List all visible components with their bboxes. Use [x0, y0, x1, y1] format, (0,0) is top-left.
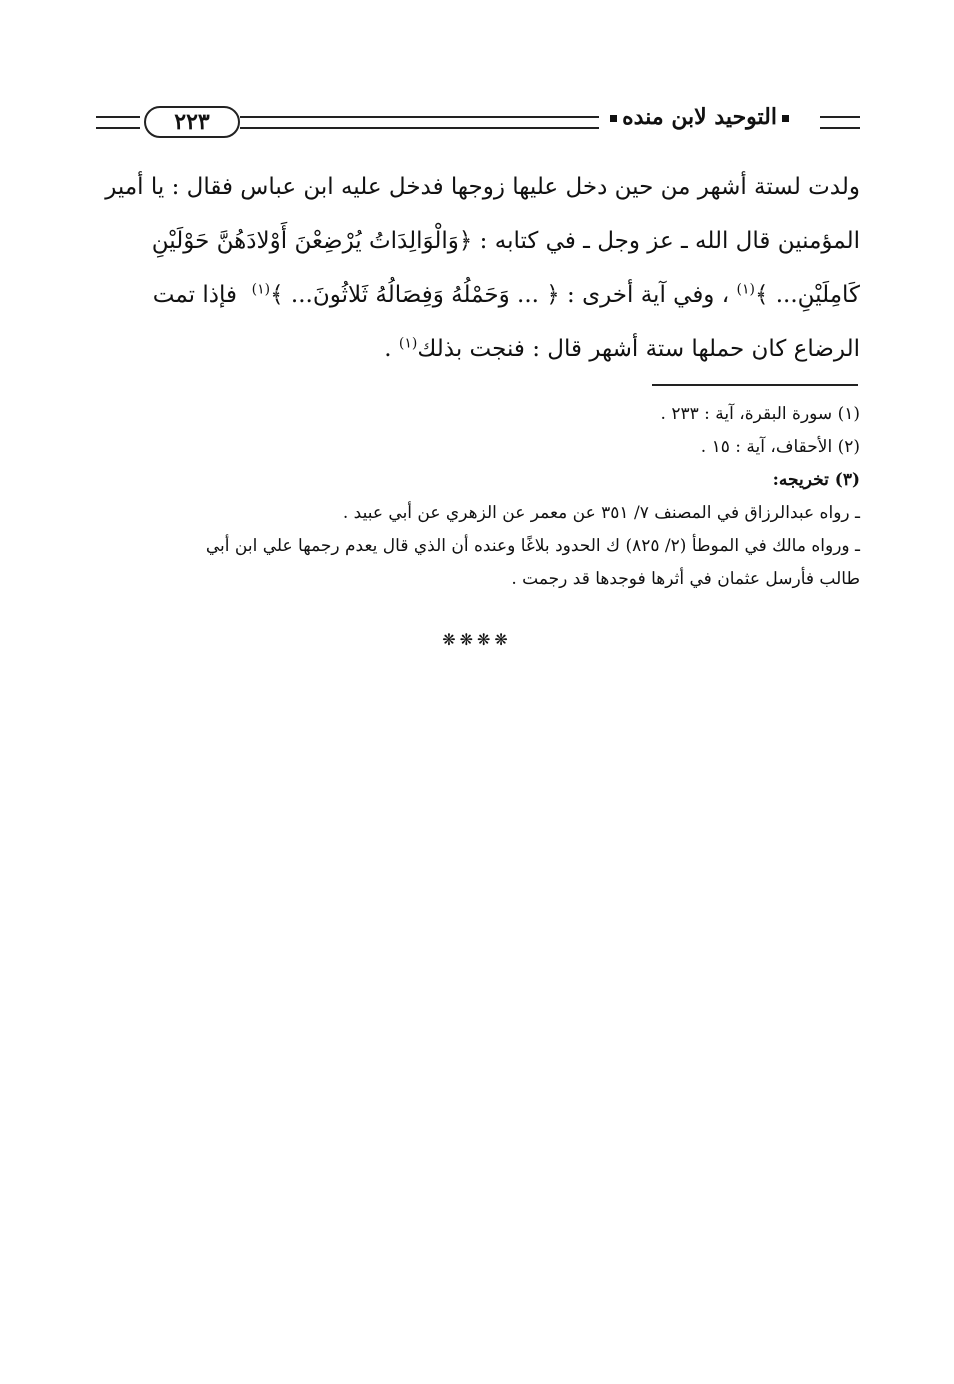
page-header: [96, 104, 860, 140]
footnote-separator-rule: [652, 384, 858, 386]
running-title: [599, 104, 800, 130]
body-segment: فإذا تمت: [152, 282, 237, 308]
body-line-1: ولدت لستة أشهر من حين دخل عليها زوجها فدخل عليه ابن عباس فقال : يا أمير: [105, 174, 860, 200]
body-line-4: [96, 322, 860, 376]
body-segment: .: [384, 336, 392, 362]
main-text: [96, 160, 860, 376]
footnote-marker: (١): [398, 335, 418, 352]
section-separator-stars: ❋❋❋❋: [442, 630, 512, 649]
body-line-3: [96, 268, 860, 322]
footnotes: [96, 398, 860, 596]
body-segment: كَامِلَيْنِ... ﴾: [754, 282, 860, 308]
running-title-text: التوحيد لابن منده: [622, 104, 777, 130]
body-segment: ، وفي آية أخرى : ﴿ ... وَحَمْلُهُ وَفِصَالُهُ ثَلاثُونَ... ﴾: [270, 282, 730, 308]
title-marker-icon: [782, 115, 789, 122]
body-segment: الرضاع كان حملها ستة أشهر قال : فنجت بذلك: [417, 336, 860, 362]
footnote-item: طالب فأرسل عثمان في أثرها فوجدها قد رجمت .: [511, 569, 860, 589]
header-rule-right: [820, 116, 860, 129]
footnote-item: (١) سورة البقرة، آية : ٢٣٣ .: [660, 404, 860, 424]
header-rule-left: [96, 116, 140, 129]
page-number: ٢٢٣: [144, 106, 240, 138]
body-line-2: المؤمنين قال الله ـ عز وجل ـ في كتابه : ﴿وَالْوَالِدَاتُ يُرْضِعْنَ أَوْلادَهُنَّ حَوْلَيْنِ: [151, 228, 860, 254]
footnote-item: (٢) الأحقاف، آية : ١٥ .: [700, 437, 860, 457]
footnote-marker: (١): [736, 281, 755, 298]
footnote-item: (٣) تخريجه:: [772, 470, 860, 490]
footnote-item: ـ ورواه مالك في الموطأ (٢/ ٨٢٥) ك الحدود بلاغًا وعنده أن الذي قال يعدم رجمها علي ابن أبي: [205, 536, 860, 556]
footnote-marker: (١): [251, 281, 271, 298]
title-marker-icon: [610, 115, 617, 122]
footnote-item: ـ رواه عبدالرزاق في المصنف ٧/ ٣٥١ عن معمر عن الزهري عن أبي عبيد .: [342, 503, 860, 523]
